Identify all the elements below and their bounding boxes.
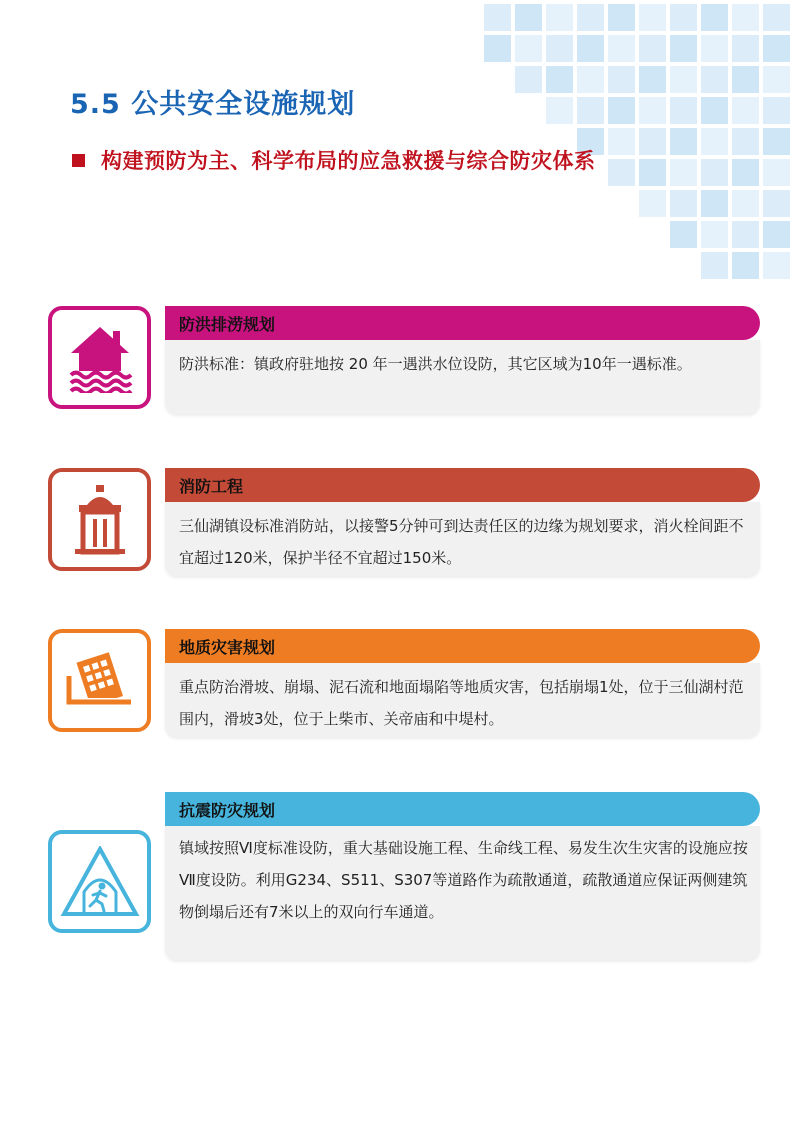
decorative-tile (546, 35, 573, 62)
decorative-tile (515, 4, 542, 31)
decorative-tile (701, 221, 728, 248)
evacuation-triangle-icon (60, 846, 140, 918)
fire-header-bar (165, 468, 760, 502)
sinking-building-icon (63, 646, 137, 716)
decorative-tile (639, 97, 666, 124)
decorative-tile (670, 221, 697, 248)
decorative-tile (701, 252, 728, 279)
subtitle-text: 构建预防为主、科学布局的应急救援与综合防灾体系 (101, 149, 596, 173)
decorative-tile (670, 66, 697, 93)
decorative-tile (639, 159, 666, 186)
decorative-tile (763, 128, 790, 155)
decorative-tile (670, 4, 697, 31)
decorative-tile (670, 190, 697, 217)
decorative-tile (670, 159, 697, 186)
fire-body-text: 三仙湖镇设标准消防站，以接警5分钟可到达责任区的边缘为规划要求，消火栓间距不宜超过120米，保护半径不宜超过150米。 (179, 517, 744, 567)
flood-body-text: 防洪标准：镇政府驻地按 20 年一遇洪水位设防，其它区域为10年一遇标准。 (179, 355, 692, 373)
decorative-tile (701, 4, 728, 31)
decorative-tile (701, 128, 728, 155)
fire-icon-frame (48, 468, 151, 571)
decorative-tile (577, 97, 604, 124)
decorative-tile (701, 35, 728, 62)
decorative-tile (484, 35, 511, 62)
flood-heading: 防洪排涝规划 (179, 314, 276, 334)
decorative-tile (763, 4, 790, 31)
decorative-tile (732, 190, 759, 217)
decorative-tile (639, 190, 666, 217)
decorative-tile (484, 4, 511, 31)
decorative-tile (670, 97, 697, 124)
decorative-tile (639, 66, 666, 93)
decorative-tile (577, 4, 604, 31)
decorative-tile-pattern (484, 0, 794, 275)
decorative-tile (515, 66, 542, 93)
decorative-tile (515, 35, 542, 62)
quake-heading: 抗震防灾规划 (179, 800, 276, 820)
decorative-tile (670, 35, 697, 62)
decorative-tile (546, 66, 573, 93)
decorative-tile (608, 159, 635, 186)
decorative-tile (608, 35, 635, 62)
flooded-house-icon (65, 323, 135, 393)
decorative-tile (639, 35, 666, 62)
decorative-tile (546, 97, 573, 124)
fire-hydrant-icon (65, 483, 135, 557)
decorative-tile (639, 128, 666, 155)
decorative-tile (732, 66, 759, 93)
decorative-tile (732, 4, 759, 31)
square-bullet-icon (72, 154, 85, 167)
decorative-tile (670, 128, 697, 155)
decorative-tile (763, 35, 790, 62)
fire-heading: 消防工程 (179, 476, 244, 496)
geo-body-text: 重点防治滑坡、崩塌、泥石流和地面塌陷等地质灾害，包括崩塌1处，位于三仙湖村范围内，滑坡3处，位于上柴市、关帝庙和中堤村。 (179, 678, 744, 728)
decorative-tile (732, 221, 759, 248)
decorative-tile (763, 221, 790, 248)
decorative-tile (763, 97, 790, 124)
decorative-tile (763, 159, 790, 186)
decorative-tile (763, 66, 790, 93)
quake-header-bar (165, 792, 760, 826)
flood-icon-frame (48, 306, 151, 409)
decorative-tile (763, 252, 790, 279)
geo-header-bar (165, 629, 760, 663)
decorative-tile (577, 35, 604, 62)
decorative-tile (732, 159, 759, 186)
earthquake-prevention-section (48, 792, 760, 962)
decorative-tile (608, 97, 635, 124)
decorative-tile (732, 128, 759, 155)
fire-body (165, 502, 760, 576)
geo-heading: 地质灾害规划 (179, 637, 276, 657)
decorative-tile (608, 4, 635, 31)
quake-icon-frame (48, 830, 151, 933)
decorative-tile (608, 66, 635, 93)
flood-body (165, 340, 760, 414)
decorative-tile (701, 97, 728, 124)
decorative-tile (701, 159, 728, 186)
decorative-tile (732, 252, 759, 279)
decorative-tile (732, 35, 759, 62)
quake-body (165, 826, 760, 960)
geo-icon-frame (48, 629, 151, 732)
fire-engineering-section (48, 468, 760, 578)
geo-body (165, 663, 760, 737)
flood-header-bar (165, 306, 760, 340)
decorative-tile (763, 190, 790, 217)
decorative-tile (577, 66, 604, 93)
decorative-tile (701, 190, 728, 217)
page-title: 5.5 公共安全设施规划 (70, 89, 356, 120)
decorative-tile (608, 128, 635, 155)
quake-body-text: 镇域按照Ⅵ度标准设防，重大基础设施工程、生命线工程、易发生次生灾害的设施应按Ⅶ度设防。利用G234、S511、S307等道路作为疏散通道，疏散通道应保证两侧建筑物倒塌后还有7米以上的双向行车通道。 (179, 839, 748, 921)
decorative-tile (639, 4, 666, 31)
decorative-tile (546, 4, 573, 31)
decorative-tile (701, 66, 728, 93)
flood-control-section (48, 306, 760, 416)
geological-hazard-section (48, 629, 760, 739)
decorative-tile (732, 97, 759, 124)
section-subtitle (72, 145, 596, 175)
